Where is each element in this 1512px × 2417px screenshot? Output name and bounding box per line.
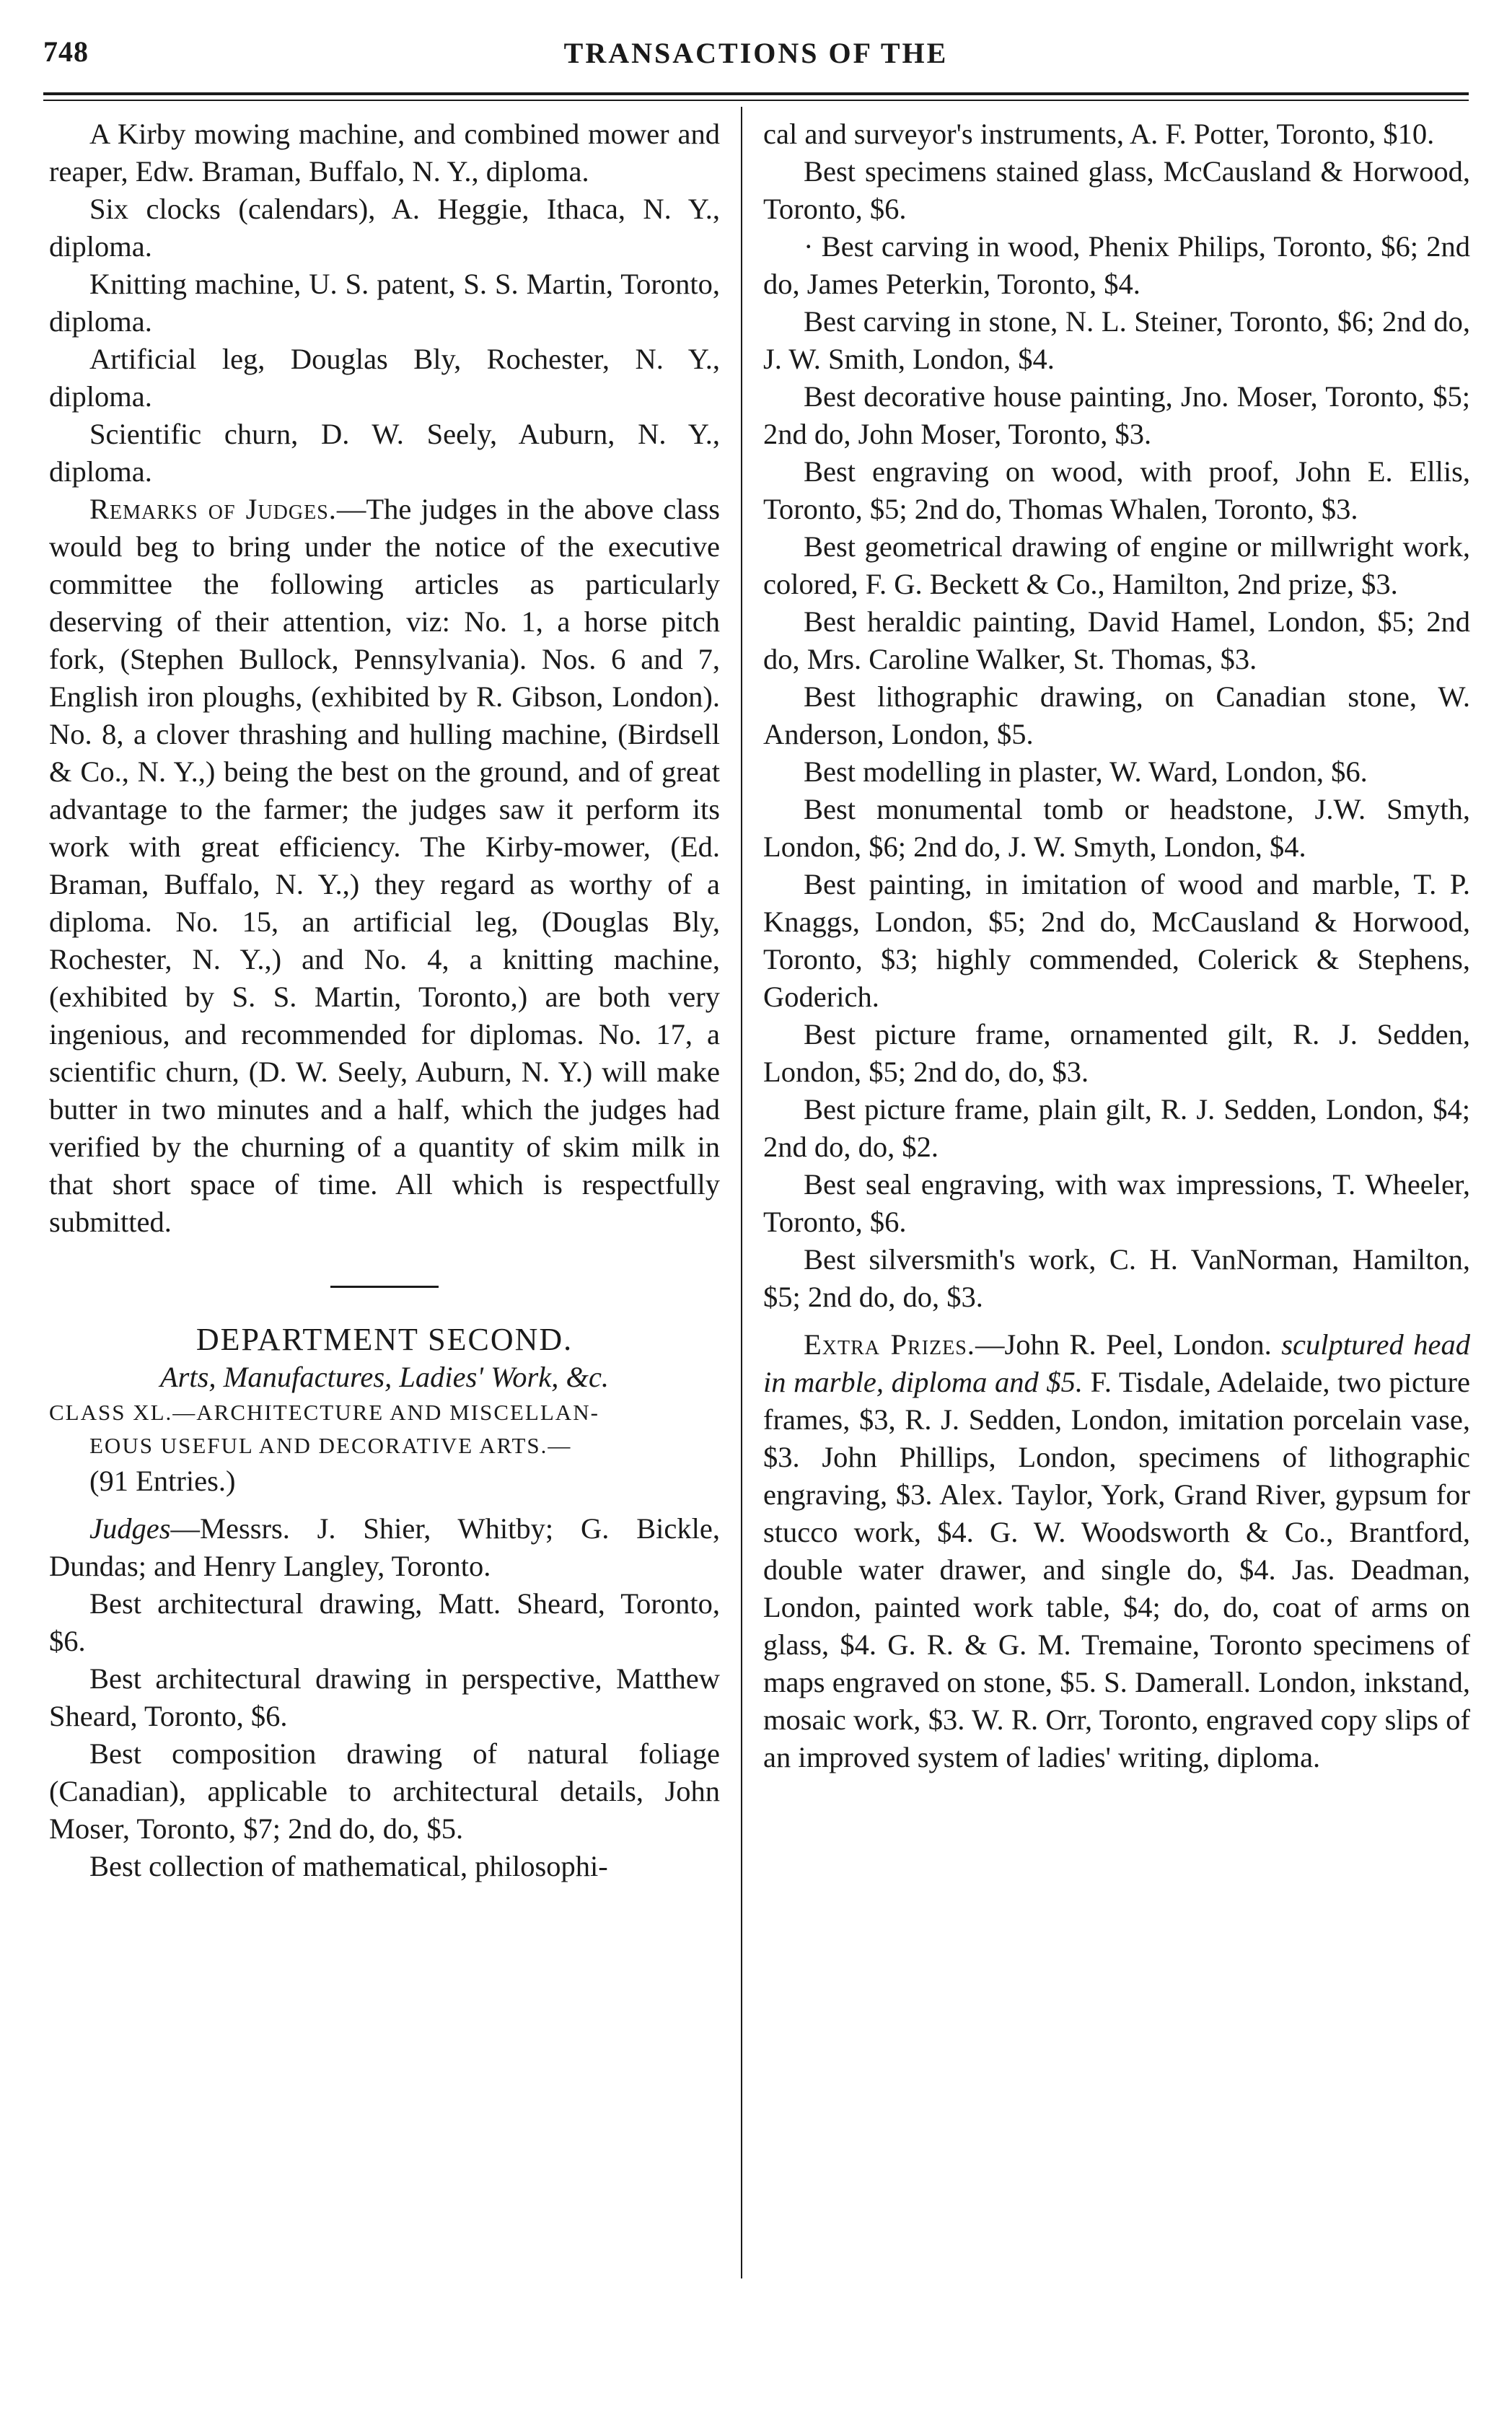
paragraph: A Kirby mowing machine, and combined mower and reaper, Edw. Braman, Buffalo, N. Y., diploma. — [49, 118, 720, 188]
right-column — [763, 115, 1470, 1776]
class-heading-line-1: CLASS XL.—ARCHITECTURE AND MISCELLAN- — [49, 1400, 599, 1425]
paragraph: Scientific churn, D. W. Seely, Auburn, N. Y., diploma. — [49, 418, 720, 488]
page-number: 748 — [43, 35, 89, 68]
page-header — [43, 35, 1469, 85]
column-divider — [741, 107, 742, 2278]
award-entry: Best picture frame, ornamented gilt, R. J. Sedden, London, $5; 2nd do, do, $3. — [763, 1018, 1470, 1088]
extra-prizes-text-2: F. Tisdale, Adelaide, two picture frames, $3, R. J. Sedden, London, imitation porcelain vase, $3. John Phillips, London, specimens of lithographic engraving, $3. Alex. Taylor, York, Grand River, gypsum for stucco work, $4. G. W. Woodsworth & Co., Brantford, double water drawer, and single do, $4. Jas. Deadman, London, painted work table, $4; do, do, coat of arms on glass, $4. G. R. & G. M. Tremaine, Toronto specimens of maps engraved on stone, $5. S. Damerall. London, inkstand, mosaic work, $3. W. R. Orr, Toronto, engraved copy slips of an improved system of ladies' writing, diploma. — [763, 1366, 1470, 1773]
award-entry: Best carving in stone, N. L. Steiner, Toronto, $6; 2nd do, J. W. Smith, London, $4. — [763, 305, 1470, 375]
judges-lead: Judges — [89, 1512, 171, 1545]
judges-text: —Messrs. J. Shier, Whitby; G. Bickle, Dundas; and Henry Langley, Toronto. — [49, 1512, 720, 1582]
award-entry: Best lithographic drawing, on Canadian stone, W. Anderson, London, $5. — [763, 680, 1470, 750]
award-entry: Best seal engraving, with wax impressions, T. Wheeler, Toronto, $6. — [763, 1168, 1470, 1238]
award-entry: Best architectural drawing, Matt. Sheard, Toronto, $6. — [49, 1587, 720, 1657]
award-entry: Best silversmith's work, C. H. VanNorman, Hamilton, $5; 2nd do, do, $3. — [763, 1243, 1470, 1313]
award-entry: Best painting, in imitation of wood and marble, T. P. Knaggs, London, $5; 2nd do, McCausland & Horwood, Toronto, $3; highly commended, Colerick & Stephens, Goderich. — [763, 868, 1470, 1013]
award-entry: Best picture frame, plain gilt, R. J. Sedden, London, $4; 2nd do, do, $2. — [763, 1093, 1470, 1163]
award-entry: Best specimens stained glass, McCausland & Horwood, Toronto, $6. — [763, 155, 1470, 225]
award-entry: Best decorative house painting, Jno. Moser, Toronto, $5; 2nd do, John Moser, Toronto, $3. — [763, 380, 1470, 450]
extra-prizes-lead: Extra Prizes. — [804, 1328, 975, 1361]
paragraph: Knitting machine, U. S. patent, S. S. Martin, Toronto, diploma. — [49, 268, 720, 338]
extra-prizes-italic: sculptured head in marble, diploma and $5. — [763, 1328, 1470, 1398]
section-divider — [330, 1286, 439, 1288]
award-entry: · Best carving in wood, Phenix Philips, Toronto, $6; 2nd do, James Peterkin, Toronto, $4. — [763, 230, 1470, 300]
award-entry: Best modelling in plaster, W. Ward, London, $6. — [804, 755, 1368, 788]
award-entry: Best heraldic painting, David Hamel, London, $5; 2nd do, Mrs. Caroline Walker, St. Thomas, $3. — [763, 605, 1470, 675]
remarks-of-judges — [49, 491, 720, 1241]
entries-count: (91 Entries.) — [89, 1465, 236, 1497]
header-rule-thin — [43, 100, 1469, 101]
judges-list — [49, 1510, 720, 1585]
department-subtitle: Arts, Manufactures, Ladies' Work, &c. — [159, 1361, 610, 1393]
award-entry: Best engraving on wood, with proof, John E. Ellis, Toronto, $5; 2nd do, Thomas Whalen, Toronto, $3. — [763, 455, 1470, 525]
header-rule-thick — [43, 92, 1469, 95]
paragraph: Six clocks (calendars), A. Heggie, Ithaca, N. Y., diploma. — [49, 193, 720, 263]
award-entry: Best geometrical drawing of engine or millwright work, colored, F. G. Beckett & Co., Hamilton, 2nd prize, $3. — [763, 530, 1470, 600]
running-title: TRANSACTIONS OF THE — [563, 37, 949, 69]
award-entry: Best monumental tomb or headstone, J.W. Smyth, London, $6; 2nd do, J. W. Smyth, London, $4. — [763, 793, 1470, 863]
class-heading — [49, 1396, 720, 1462]
left-column — [49, 115, 720, 1885]
award-entry: Best collection of mathematical, philosophi- — [89, 1850, 608, 1882]
paragraph: Artificial leg, Douglas Bly, Rochester, N. Y., diploma. — [49, 343, 720, 413]
remarks-lead: Remarks of Judges. — [89, 493, 337, 525]
class-heading-line-2: EOUS USEFUL AND DECORATIVE ARTS.— — [89, 1433, 572, 1458]
continued-entry: cal and surveyor's instruments, A. F. Potter, Toronto, $10. — [763, 118, 1435, 150]
extra-prizes — [763, 1326, 1470, 1776]
extra-prizes-text-1: —John R. Peel, London. — [975, 1328, 1282, 1361]
remarks-text: —The judges in the above class would beg to bring under the notice of the executive committee the following articles as particularly deserving of their attention, viz: No. 1, a horse pitch fork, (Stephen Bullock, Pennsylvania). Nos. 6 and 7, English iron ploughs, (exhibited by R. Gibson, London). No. 8, a clover thrashing and hulling machine, (Birdsell & Co., N. Y.,) being the best on the ground, and of great advantage to the farmer; the judges saw it perform its work with great efficiency. The Kirby-mower, (Ed. Braman, Buffalo, N. Y.,) they regard as worthy of a diploma. No. 15, an artificial leg, (Douglas Bly, Rochester, N. Y.,) and No. 4, a knitting machine, (exhibited by S. S. Martin, Toronto,) are both very ingenious, and recommended for diplomas. No. 17, a scientific churn, (D. W. Seely, Auburn, N. Y.) will make butter in two minutes and a half, which the judges had verified by the churning of a quantity of skim milk in that short space of time. All which is respectfully submitted. — [49, 493, 720, 1238]
department-title: DEPARTMENT SECOND. — [195, 1322, 573, 1357]
award-entry: Best composition drawing of natural foliage (Canadian), applicable to architectural details, John Moser, Toronto, $7; 2nd do, do, $5. — [49, 1737, 720, 1845]
award-entry: Best architectural drawing in perspective, Matthew Sheard, Toronto, $6. — [49, 1662, 720, 1732]
